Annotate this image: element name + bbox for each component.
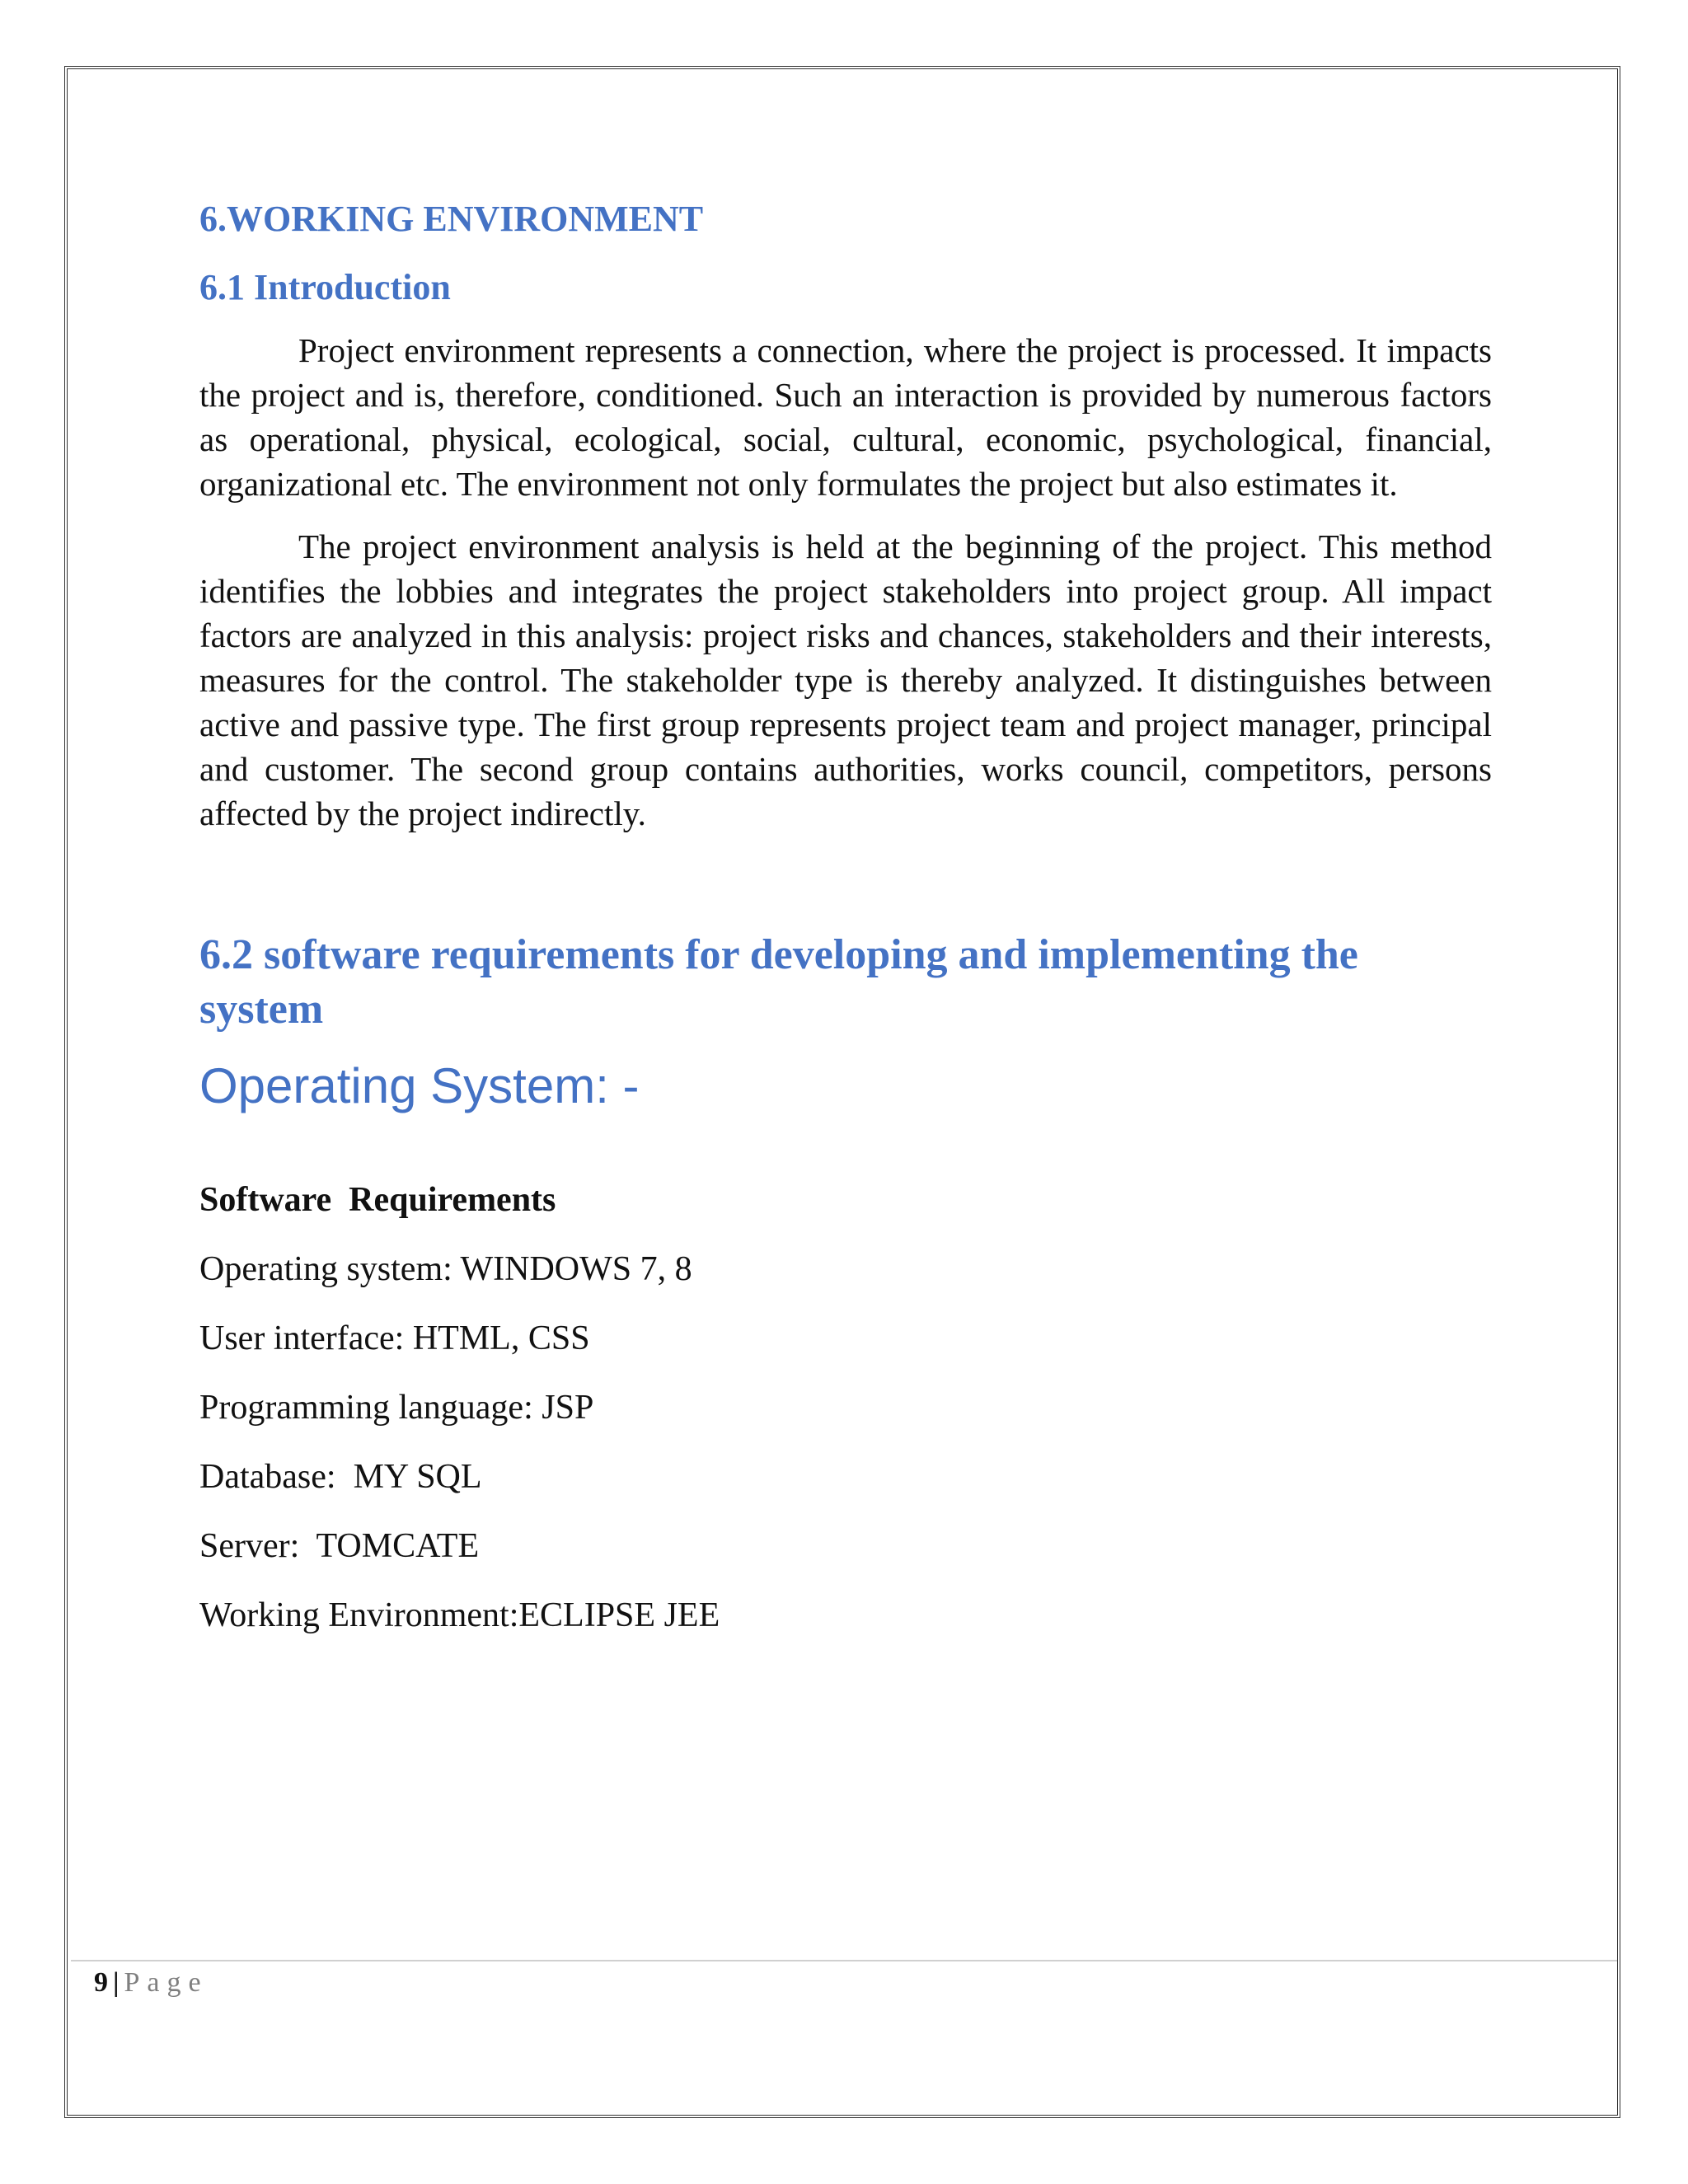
chapter-heading: 6.WORKING ENVIRONMENT: [199, 199, 704, 239]
intro-paragraph-2: The project environment analysis is held at the beginning of the project. This method identifies the lobbies and integrates the project stakeholders into project group. All impact factors are analyzed in this analysis: project risks and chances, stakeholders and their interests, measures for the control. The stakeholder type is thereby analyzed. It distinguishes between active and passive type. The first group represents project team and project manager, principal and customer. The second group contains authorities, works council, competitors, persons affected by the project indirectly.: [199, 527, 1492, 832]
software-section-heading: 6.2 software requirements for developing and implementing the system: [199, 931, 1358, 1033]
requirement-working-environment: Working Environment:ECLIPSE JEE: [199, 1596, 720, 1634]
footer-separator: |: [113, 1967, 120, 1998]
requirements-title: Software Requirements: [199, 1181, 556, 1219]
footer-divider: [71, 1960, 1617, 1961]
page-footer: [94, 1965, 209, 2001]
intro-paragraph-1: Project environment represents a connection, where the project is processed. It impacts the project and is, therefore, conditioned. Such an interaction is provided by numerous factors as operational, physical, ecological, social, cultural, economic, psychological, financial, organizational etc. The environment not only formulates the project but also estimates it.: [199, 331, 1492, 503]
requirement-programming-language: Programming language: JSP: [199, 1389, 594, 1427]
requirements-list: [199, 1177, 1492, 1638]
page-label: Page: [124, 1967, 209, 1998]
requirement-operating-system: Operating system: WINDOWS 7, 8: [199, 1250, 692, 1288]
page-number: 9: [94, 1967, 108, 1998]
page-content: [199, 194, 1492, 1661]
introduction-heading: 6.1 Introduction: [199, 267, 451, 307]
requirement-database: Database: MY SQL: [199, 1458, 482, 1496]
requirement-user-interface: User interface: HTML, CSS: [199, 1319, 590, 1357]
requirement-server: Server: TOMCATE: [199, 1527, 480, 1565]
operating-system-heading: Operating System: -: [199, 1058, 640, 1113]
